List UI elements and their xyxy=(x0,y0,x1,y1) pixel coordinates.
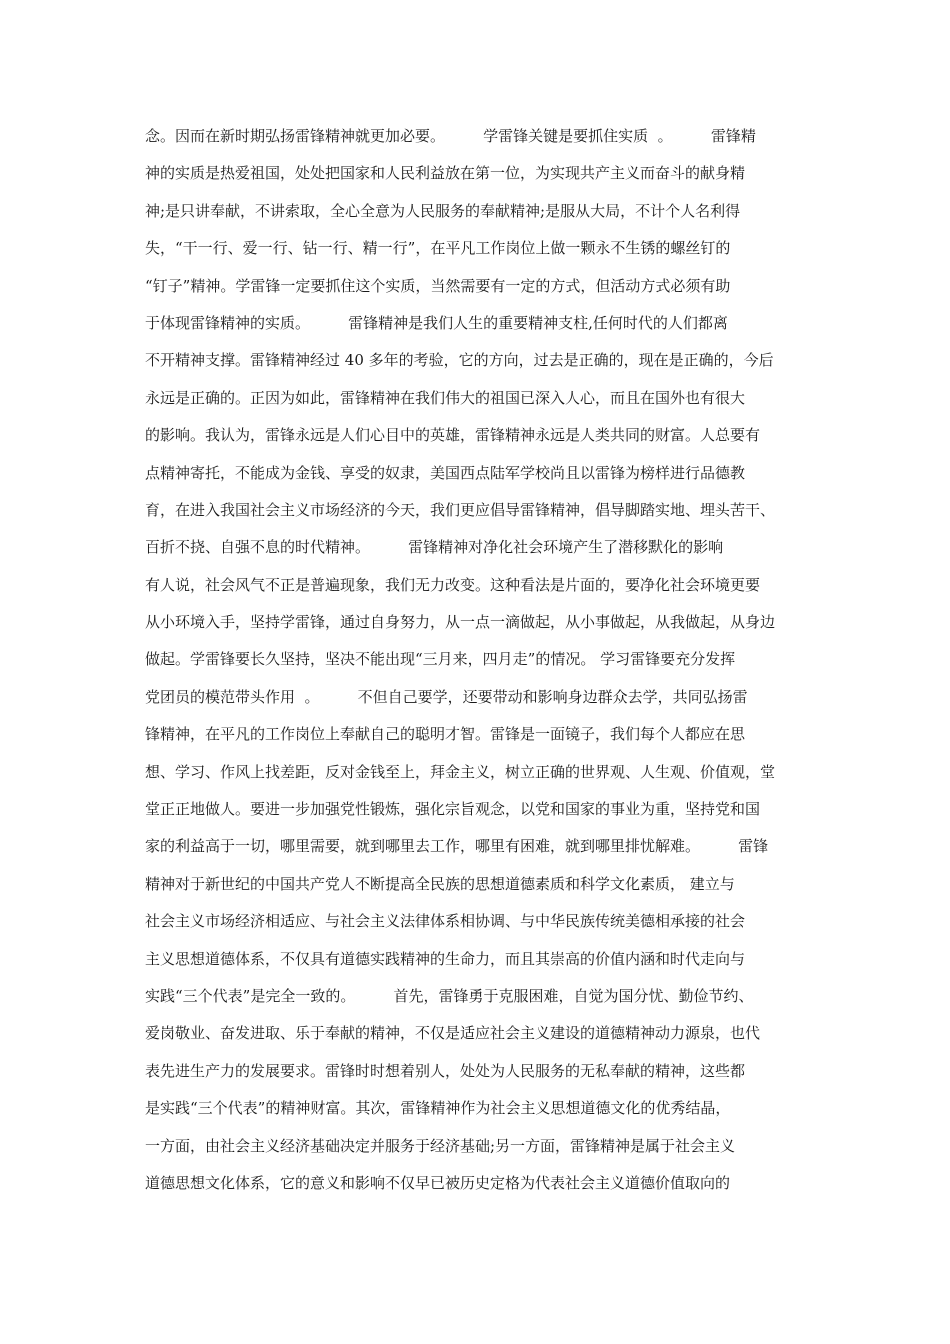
text-line: 表先进生产力的发展要求。雷锋时时想着别人，处处为人民服务的无私奉献的精神，这些都 xyxy=(145,1061,746,1080)
text-line: 想、学习、作风上找差距，反对金钱至上，拜金主义，树立正确的世界观、人生观、价值观，堂 xyxy=(145,762,776,781)
text-line: 百折不挠、自强不息的时代精神。 雷锋精神对净化社会环境产生了潜移默化的影响 xyxy=(145,538,724,557)
text-line: 党团员的模范带头作用 。 不但自己要学，还要带动和影响身边群众去学，共同弘扬雷 xyxy=(145,687,748,706)
text-line: 锋精神，在平凡的工作岗位上奉献自己的聪明才智。雷锋是一面镜子，我们每个人都应在思 xyxy=(145,725,746,744)
text-line: 从小环境入手，坚持学雷锋，通过自身努力，从一点一滴做起，从小事做起，从我做起，从身边 xyxy=(145,613,776,632)
body-text xyxy=(145,122,825,1206)
text-line: 的影响。我认为，雷锋永远是人们心目中的英雄，雷锋精神永远是人类共同的财富。人总要有 xyxy=(145,426,761,445)
text-line: 做起。学雷锋要长久坚持，坚决不能出现“三月来，四月走”的情况。 学习雷锋要充分发挥 xyxy=(145,650,736,669)
text-line: 育，在进入我国社会主义市场经济的今天，我们更应倡导雷锋精神，倡导脚踏实地、埋头苦干、 xyxy=(145,500,776,519)
text-line: 于体现雷锋精神的实质。 雷锋精神是我们人生的重要精神支柱,任何时代的人们都离 xyxy=(145,313,728,332)
text-line: 有人说，社会风气不正是普遍现象，我们无力改变。这种看法是片面的，要净化社会环境更要 xyxy=(145,575,761,594)
text-line: 爱岗敬业、奋发进取、乐于奉献的精神，不仅是适应社会主义建设的道德精神动力源泉，也代 xyxy=(145,1024,761,1043)
text-line: 堂正正地做人。要进一步加强党性锻炼，强化宗旨观念，以党和国家的事业为重，坚持党和国 xyxy=(145,800,761,819)
text-line: 社会主义市场经济相适应、与社会主义法律体系相协调、与中华民族传统美德相承接的社会 xyxy=(145,912,746,931)
text-line: “钉子”精神。学雷锋一定要抓住这个实质，当然需要有一定的方式，但活动方式必须有助 xyxy=(145,276,731,295)
text-line: 不开精神支撑。雷锋精神经过 40 多年的考验，它的方向，过去是正确的，现在是正确的，今后 xyxy=(145,351,774,370)
text-line: 实践“三个代表”是完全一致的。 首先，雷锋勇于克服困难，自觉为国分忧、勤俭节约、 xyxy=(145,986,754,1005)
text-line: 神的实质是热爱祖国，处处把国家和人民利益放在第一位，为实现共产主义而奋斗的献身精 xyxy=(145,164,746,183)
text-line: 精神对于新世纪的中国共产党人不断提高全民族的思想道德素质和科学文化素质， 建立与 xyxy=(145,874,735,893)
text-line: 道德思想文化体系，它的意义和影响不仅早已被历史定格为代表社会主义道德价值取向的 xyxy=(145,1173,731,1192)
text-line: 失，“干一行、爱一行、钻一行、精一行”，在平凡工作岗位上做一颗永不生锈的螺丝钉的 xyxy=(145,239,731,258)
text-line: 家的利益高于一切，哪里需要，就到哪里去工作，哪里有困难，就到哪里排忧解难。 雷锋 xyxy=(145,837,769,856)
text-line: 一方面，由社会主义经济基础决定并服务于经济基础;另一方面，雷锋精神是属于社会主义 xyxy=(145,1136,736,1155)
text-line: 点精神寄托，不能成为金钱、享受的奴隶，美国西点陆军学校尚且以雷锋为榜样进行品德教 xyxy=(145,463,746,482)
text-line: 是实践“三个代表”的精神财富。其次，雷锋精神作为社会主义思想道德文化的优秀结晶， xyxy=(145,1099,731,1118)
text-line: 神;是只讲奉献，不讲索取，全心全意为人民服务的奉献精神;是服从大局，不计个人名利得 xyxy=(145,201,741,220)
text-line: 永远是正确的。正因为如此，雷锋精神在我们伟大的祖国已深入人心，而且在国外也有很大 xyxy=(145,388,746,407)
text-line: 念。因而在新时期弘扬雷锋精神就更加必要。 学雷锋关键是要抓住实质 。 雷锋精 xyxy=(145,127,756,145)
text-line: 主义思想道德体系，不仅具有道德实践精神的生命力，而且其崇高的价值内涵和时代走向与 xyxy=(145,949,746,968)
